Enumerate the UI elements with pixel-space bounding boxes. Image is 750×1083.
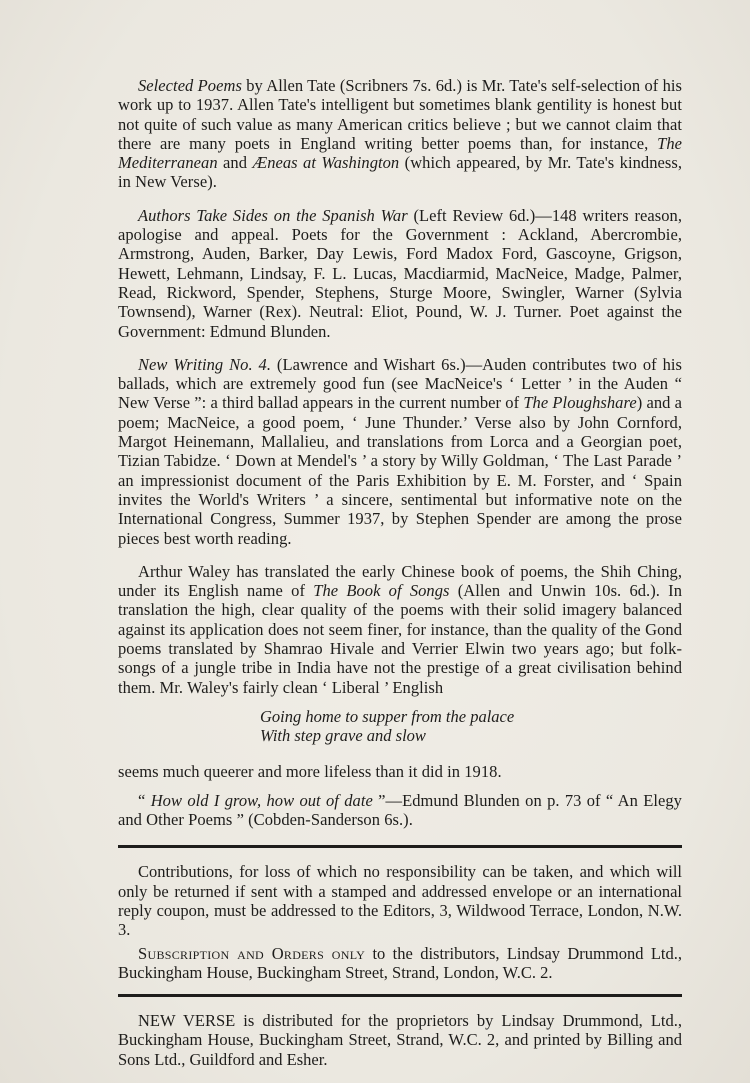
paragraph-text: ) and a poem; MacNeice, a good poem, ‘ June Thunder.’ Verse also by John Cornford, Margot Heinemann, Mallalieu, and translations from Lorca and a Georgian poet, Tizian Tabidze. ‘ Down at Mendel's ’ a story by Willy Goldman, ‘ The Last Parade ’ an impressionist document of the Paris Exhibition by E. M. Forster, and ‘ Spain invites the World's Writers ’ a sincere, sentimental but informative note on the International Congress, Summer 1937, by Stephen Spender are among the prose pieces best worth reading. [118, 393, 682, 548]
paragraph-text: (Left Review 6d.)—148 writers reason, apologise and appeal. Poets for the Government : Ackland, Abercrombie, Armstrong, Auden, Barker, Day Lewis, Ford Madox Ford, Gascoyne, Grigson, Hewett, Lehmann, Lindsay, F. L. Lucas, Macdiarmid, MacNeice, Madge, Palmer, Read, Rickword, Spender, Stephens, Sturge Moore, Swingler, Warner (Sylvia Townsend), Warner (Rex). Neutral: Eliot, Pound, W. J. Turner. Poet against the Government: Edmund Blunden. [118, 205, 682, 341]
quoted-line: How old I grow, how out of date [150, 790, 373, 810]
paragraph-authors-take-sides [118, 206, 682, 341]
book-title: Selected Poems [138, 76, 242, 95]
paragraph-selected-poems [118, 76, 682, 192]
paragraph-text: (which appeared, by Mr. Tate's kindness, in New Verse). [118, 153, 682, 192]
paragraph-text: ”—Edmund Blunden on p. 73 of “ An Elegy and Other Poems ” (Cobden-Sanderson 6s.). [118, 790, 682, 830]
paragraph-new-writing [118, 355, 682, 548]
paragraph-blunden-quote [118, 791, 682, 830]
paragraph-text: (Lawrence and Wishart 6s.)—Auden contributes two of his ballads, which are extremely good fun (see MacNeice's ‘ Letter ’ in the Auden “ New Verse ”: a third ballad appears in the current number of [118, 354, 682, 413]
book-title: The Ploughshare [523, 393, 637, 413]
book-title: New Writing No. 4. [138, 354, 272, 374]
verse-line: With step grave and slow [260, 726, 426, 746]
paragraph-book-of-songs [118, 562, 682, 697]
book-title: Æneas at Washington [252, 153, 400, 173]
quote-mark: “ [138, 790, 151, 810]
paragraph-text: Arthur Waley has translated the early Chinese book of poems, the Shih Ching, under its English name of [118, 561, 682, 601]
horizontal-rule [118, 994, 682, 997]
paragraph-continuation [118, 762, 682, 781]
subscription-label: Subscription and Orders only [138, 943, 366, 963]
book-title: The Book of Songs [313, 581, 450, 601]
contributions-notice: Contributions, for loss of which no responsibility can be taken, and which will only be returned if sent with a stamped and addressed envelope or an international reply coupon, must be addressed to the Editors, 3, Wildwood Terrace, London, N.W. 3. [118, 862, 682, 940]
paragraph-text: (Allen and Unwin 10s. 6d.). In translation the high, clear quality of the poems with their solid imagery balanced against its application does not seem finer, for instance, than the quality of the Gond poems translated by Shamrao Hivale and Verrier Elwin two years ago; but folk-songs of a jungle tribe in India have not the prestige of a great civilisation behind them. Mr. Waley's fairly clean ‘ Liberal ’ English [118, 581, 683, 697]
horizontal-rule [118, 845, 682, 848]
book-title: The Mediterranean [118, 133, 682, 173]
paragraph-text: by Allen Tate (Scribners 7s. 6d.) is Mr. Tate's self-selection of his work up to 1937. Allen Tate's intelligent but sometimes blank gentility is honest but not quite of such value as many American critics believe ; but we cannot claim that there are many poets in England writing better poems than, for instance, [118, 76, 683, 153]
verse-quotation [260, 707, 682, 746]
book-title: Authors Take Sides on the Spanish War [138, 205, 408, 225]
paragraph-text: seems much queerer and more lifeless than it did in 1918. [118, 761, 502, 781]
subscription-notice [118, 944, 682, 983]
verse-line: Going home to supper from the palace [260, 706, 515, 726]
distribution-notice: NEW VERSE is distributed for the proprietors by Lindsay Drummond, Ltd., Buckingham House, Buckingham Street, Strand, W.C. 2, and printed by Billing and Sons Ltd., Guildford and Esher. [118, 1011, 682, 1069]
paragraph-text: and [217, 153, 253, 173]
subscription-text: to the distributors, Lindsay Drummond Ltd., Buckingham House, Buckingham Street, Strand, London, W.C. 2. [118, 943, 682, 982]
